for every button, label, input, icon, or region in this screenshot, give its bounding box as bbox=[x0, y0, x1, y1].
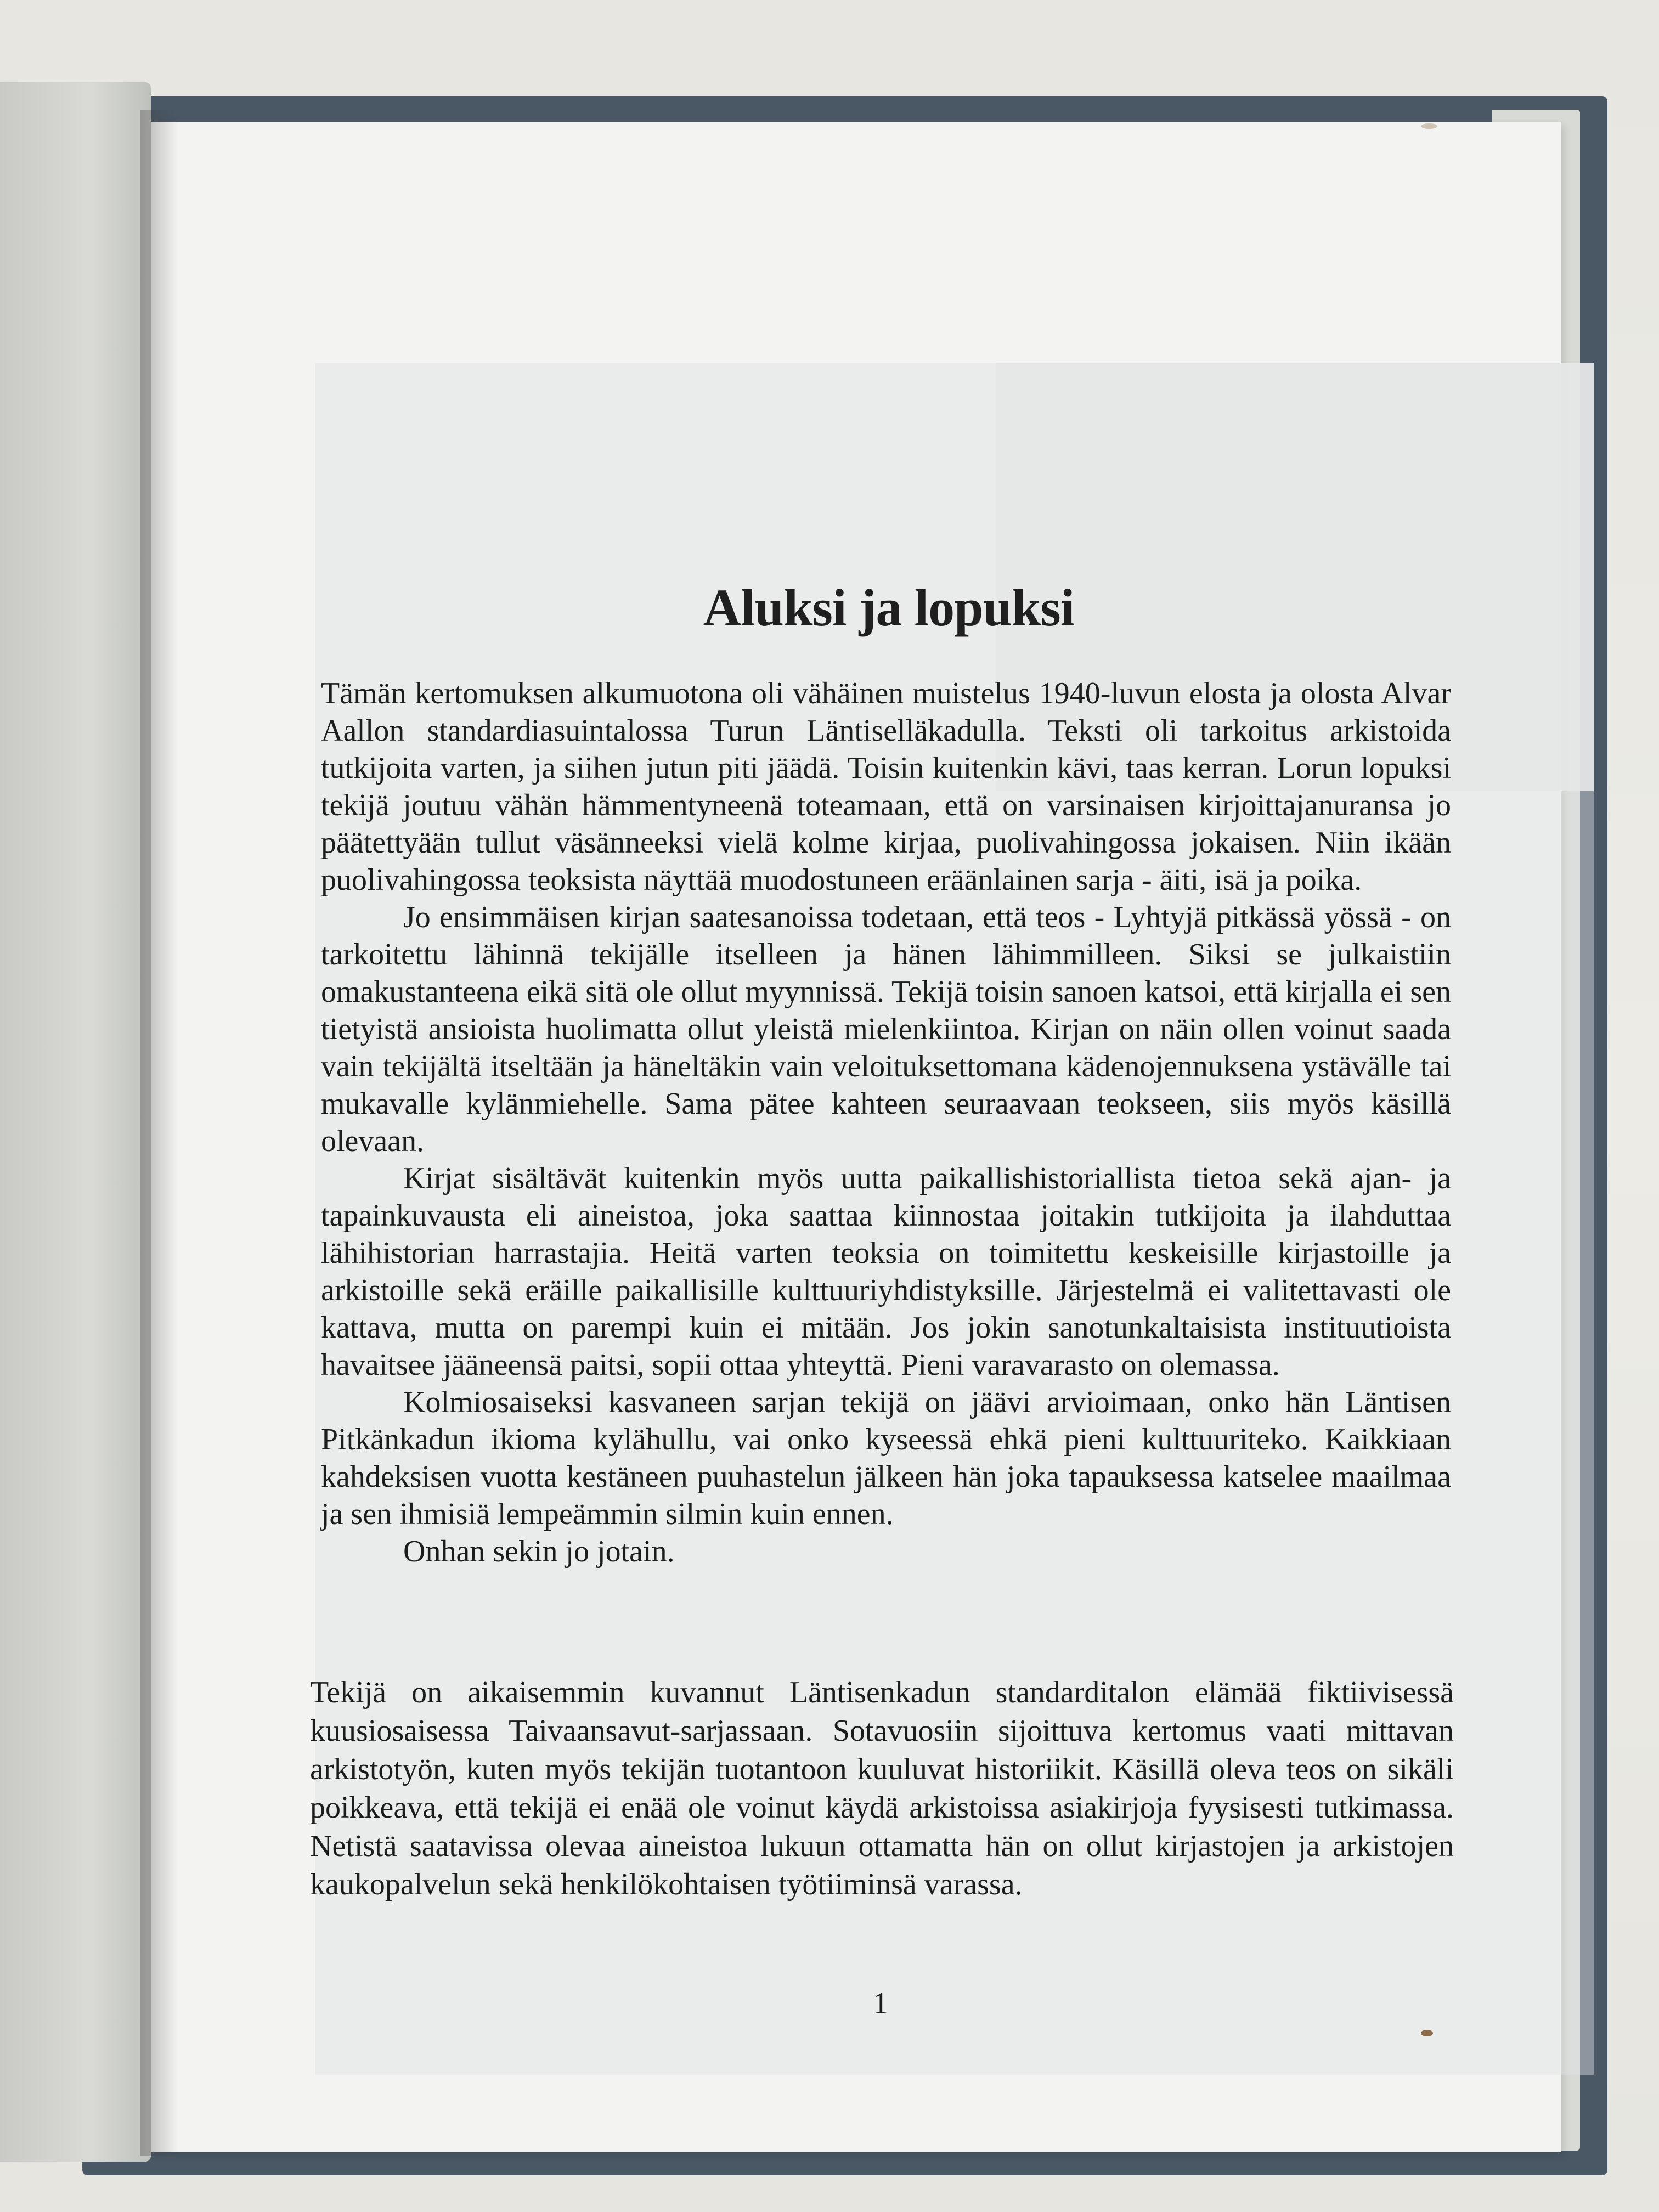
body-text bbox=[321, 675, 1451, 1570]
paragraph: Tämän kertomuksen alkumuotona oli vähäinen muistelus 1940-luvun elosta ja olosta Alvar Aallon standardiasuintalossa Turun Läntiselläkadulla. Teksti oli tarkoitus arkistoida tutkijoita varten, ja siihen jutun piti jäädä. Toisin kuitenkin kävi, taas kerran. Lorun lopuksi tekijä joutuu vähän hämmentyneenä toteamaan, että on varsinaisen kirjoittajanuransa jo päätettyään tullut väsänneeksi vielä kolme kirjaa, puolivahingossa jokaisen. Niin ikään puolivahingossa teoksista näyttää muodostuneen eräänlainen sarja - äiti, isä ja poika. bbox=[321, 676, 1451, 897]
paragraph: Kolmiosaiseksi kasvaneen sarjan tekijä on jäävi arvioimaan, onko hän Läntisen Pitkänkadun ikioma kylähullu, vai onko kyseessä ehkä pieni kulttuuriteko. Kaikkiaan kahdeksisen vuotta kestäneen puuhastelun jälkeen hän joka tapauksessa katselee maailmaa ja sen ihmisiä lempeämmin silmin kuin ennen. bbox=[321, 1385, 1451, 1531]
page-spot bbox=[1421, 123, 1437, 129]
paragraph: Jo ensimmäisen kirjan saatesanoissa todetaan, että teos - Lyhtyjä pitkässä yössä - on tarkoitettu lähinnä tekijälle itselleen ja hänen lähimmilleen. Siksi se julkaistiin omakustanteena eikä sitä ole ollut myynnissä. Tekijä toisin sanoen katsoi, että kirjalla ei sen tietyistä ansioista huolimatta ollut yleistä mielenkiintoa. Kirjan on näin ollen voinut saada vain tekijältä itseltään ja häneltäkin vain veloituksettomana kädenojennuksena ystävälle tai mukavalle kylänmiehelle. Sama pätee kahteen seuraavaan teokseen, siis myös käsillä olevaan. bbox=[321, 900, 1451, 1158]
closing-paragraph: Tekijä on aikaisemmin kuvannut Läntisenkadun standarditalon elämää fiktiivisessä kuusiosaisessa Taivaansavut-sarjassaan. Sotavuosiin sijoittuva kertomus vaati mittavan arkistotyön, kuten myös tekijän tuotantoon kuuluvat historiikit. Käsillä oleva teos on sikäli poikkeava, että tekijä ei enää ole voinut käydä arkistoissa asiakirjoja fyysisesti tutkimassa. Netistä saatavissa olevaa aineistoa lukuun ottamatta hän on ollut kirjastojen ja arkistojen kaukopalvelun sekä henkilökohtaisen työtiiminsä varassa. bbox=[310, 1675, 1454, 1901]
page-blemish bbox=[1421, 2030, 1433, 2036]
closing-text bbox=[310, 1673, 1454, 1904]
paragraph: Onhan sekin jo jotain. bbox=[403, 1534, 675, 1568]
page-title: Aluksi ja lopuksi bbox=[703, 578, 1075, 637]
paragraph: Kirjat sisältävät kuitenkin myös uutta paikallishistoriallista tietoa sekä ajan- ja tapainkuvausta eli aineistoa, joka saattaa kiinnostaa joitakin tutkijoita ja ilahduttaa lähihistorian harrastajia. Heitä varten teoksia on toimitettu keskeisille kirjastoille ja arkistoille sekä eräille paikallisille kulttuuriyhdistyksille. Järjestelmä ei valitettavasti ole kattava, mutta on parempi kuin ei mitään. Jos jokin sanotunkaltaisista instituutioista havaitsee jääneensä paitsi, sopii ottaa yhteyttä. Pieni varavarasto on olemassa. bbox=[321, 1161, 1451, 1382]
left-page-edge bbox=[0, 82, 151, 2162]
page-number: 1 bbox=[873, 1987, 888, 2021]
gutter-shadow bbox=[140, 110, 178, 2156]
